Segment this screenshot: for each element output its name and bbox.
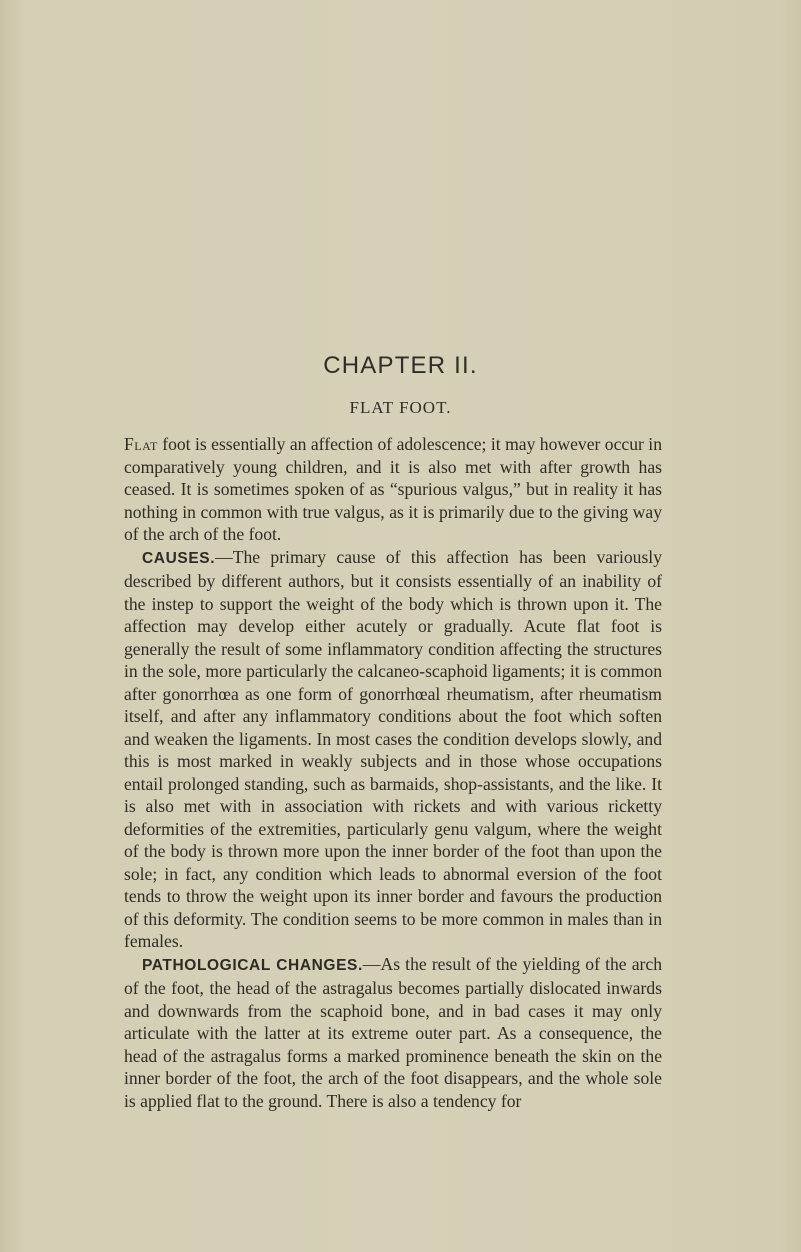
paragraph-pathological-changes xyxy=(124,953,662,1113)
body-text xyxy=(124,433,662,1112)
chapter-heading: CHAPTER II. xyxy=(323,352,478,379)
paragraph-text: —The primary cause of this affection has been variously described by different authors, but it consists essentially of an inability of the instep to support the weight of the body which is thrown upon it. The affection may develop either acutely or gradually. Acute flat foot is generally the result of some inflammatory condition affecting the structures in the sole, more particularly the calcaneo-scaphoid ligaments; it is common after gonorrhœa as one form of gonorrhœal rheumatism, after rheumatism itself, and after any inflammatory conditions about the foot which soften and weaken the ligaments. In most cases the condition develops slowly, and this is most marked in weakly subjects and in those whose occupations entail prolonged standing, such as barmaids, shop-assistants, and the like. It is also met with in association with rickets and with various ricketty deformities of the extremities, particularly genu valgum, where the weight of the body is thrown more upon the inner border of the foot than upon the sole; in fact, any condition which leads to abnormal eversion of the foot tends to throw the weight upon its inner border and favours the production of this deformity. The condition seems to be more common in males than in females. xyxy=(124,546,662,951)
run-in-heading-causes: CAUSES. xyxy=(142,549,216,567)
paragraph-text: foot is essentially an affection of adolescence; it may however occur in comparatively young children, and it is also met with after growth has ceased. It is sometimes spoken of as “spurious valgus,” but in reality it has nothing in common with true valgus, as it is primarily due to the giving way of the arch of the foot. xyxy=(124,434,662,544)
section-title: FLAT FOOT. xyxy=(349,398,452,417)
paragraph-causes xyxy=(124,546,662,953)
paragraph-text: —As the result of the yielding of the arch of the foot, the head of the astragalus becomes partially dislocated inwards and downwards from the scaphoid bone, and in bad cases it may only articulate with the latter at its extreme outer part. As a consequence, the head of the astragalus forms a marked prominence beneath the skin on the inner border of the foot, the arch of the foot disappears, and the whole sole is applied flat to the ground. There is also a tendency for xyxy=(124,953,662,1111)
paragraph-intro xyxy=(124,433,662,546)
run-in-heading-pathological-changes: PATHOLOGICAL CHANGES. xyxy=(142,956,363,974)
paragraph-lead: Flat xyxy=(124,434,158,454)
